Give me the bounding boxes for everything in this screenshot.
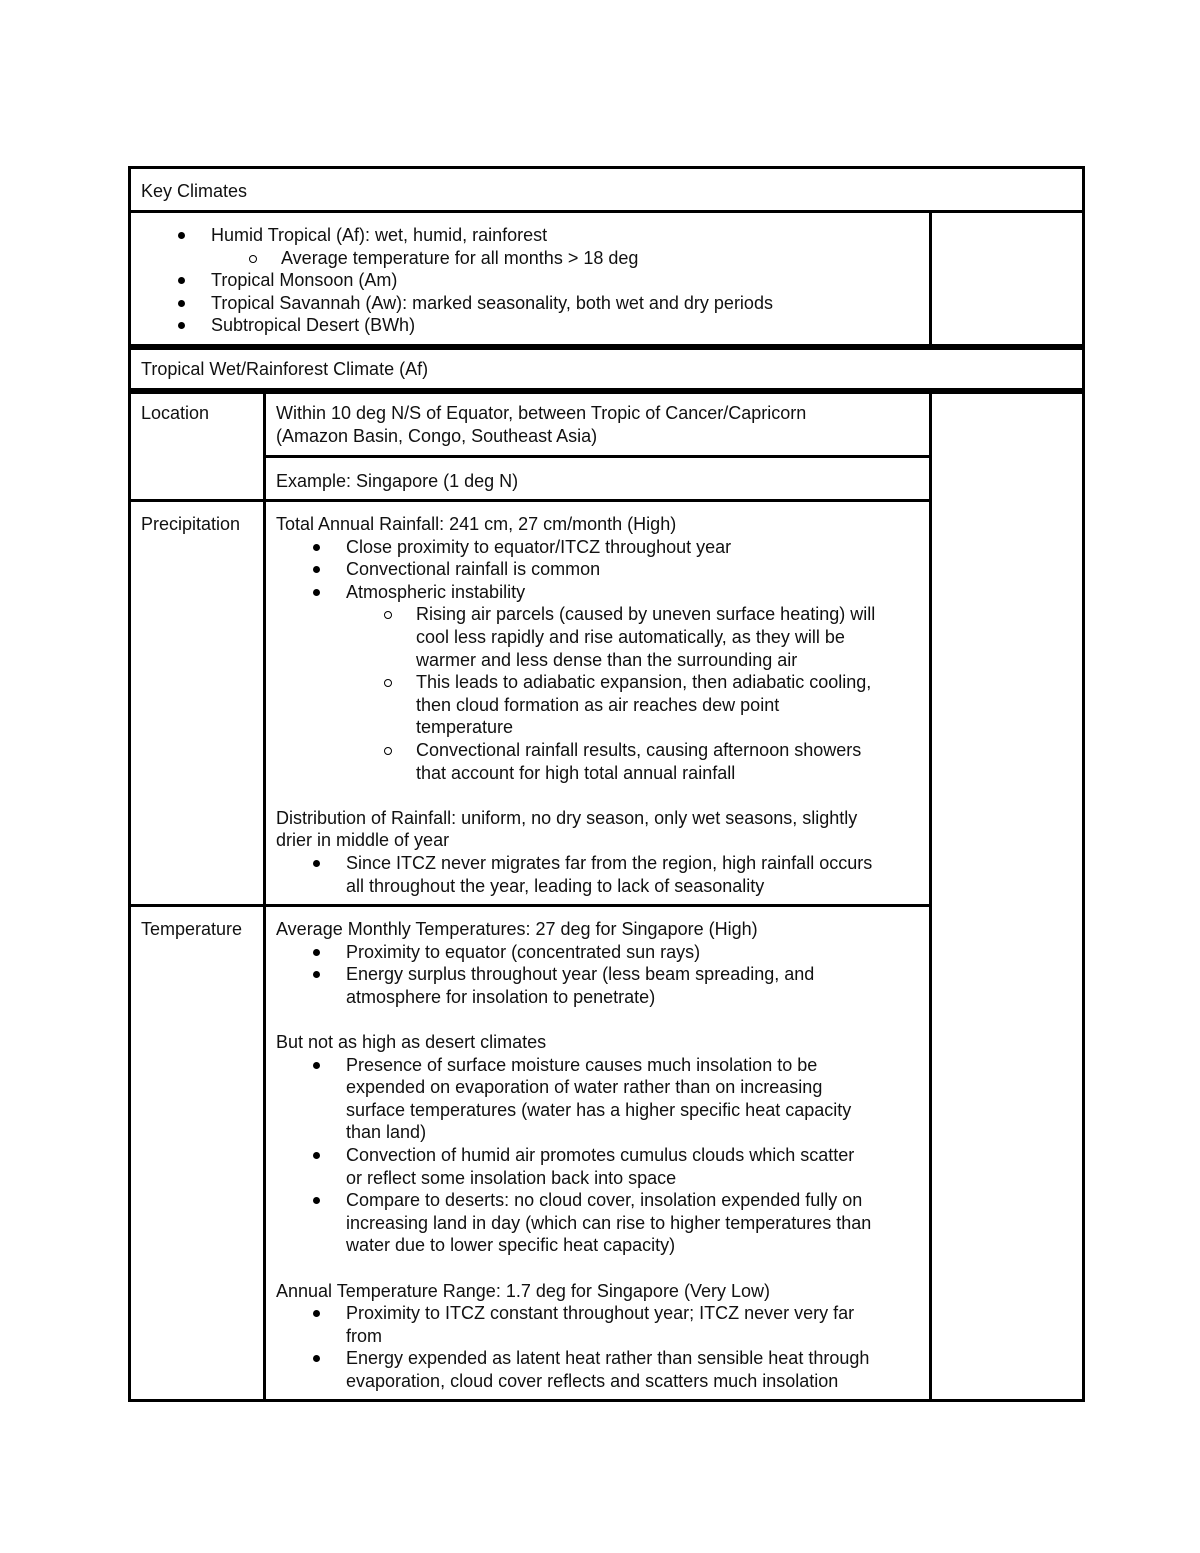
temperature-heading: Annual Temperature Range: 1.7 deg for Singapore (Very Low) (276, 1280, 770, 1301)
key-climates-title: Key Climates (141, 181, 248, 201)
list-item: Rising air parcels (caused by uneven surface heating) will cool less rapidly and rise automatically, as they will be warmer and less dense than the surrounding air (276, 603, 875, 671)
list-item: Subtropical Desert (BWh) (141, 314, 773, 337)
list-item: Humid Tropical (Af): wet, humid, rainforest (141, 224, 773, 247)
list-item: Convectional rainfall is common (276, 558, 875, 581)
list-item: Atmospheric instability (276, 581, 875, 604)
list-item: Convectional rainfall results, causing afternoon showers that account for high total annual rainfall (276, 739, 875, 784)
precipitation-heading: drier in middle of year (276, 830, 450, 851)
list-item: Compare to deserts: no cloud cover, insolation expended fully on increasing land in day (which can rise to higher temperatures than water due to lower specific heat capacity) (276, 1189, 871, 1257)
list-item: Energy expended as latent heat rather than sensible heat through evaporation, cloud cover reflects and scatters much insolation (276, 1347, 871, 1392)
precipitation-content (276, 513, 875, 897)
location-line: Within 10 deg N/S of Equator, between Tropic of Cancer/Capricorn (276, 403, 807, 423)
list-item: Average temperature for all months > 18 deg (141, 247, 773, 270)
list-item: Proximity to equator (concentrated sun rays) (276, 941, 871, 964)
section-title: Tropical Wet/Rainforest Climate (Af) (141, 359, 429, 379)
list-item: Close proximity to equator/ITCZ throughout year (276, 536, 875, 559)
list-item: This leads to adiabatic expansion, then adiabatic cooling, then cloud formation as air reaches dew point temperature (276, 671, 875, 739)
location-content (276, 402, 806, 447)
list-item: Energy surplus throughout year (less beam spreading, and atmosphere for insolation to penetrate) (276, 963, 871, 1008)
key-climates-list (141, 224, 773, 337)
temperature-content (276, 918, 871, 1392)
location-label: Location (141, 403, 210, 423)
list-item: Proximity to ITCZ constant throughout year; ITCZ never very far from (276, 1302, 871, 1347)
list-item: Convection of humid air promotes cumulus clouds which scatter or reflect some insolation back into space (276, 1144, 871, 1189)
list-item: Since ITCZ never migrates far from the region, high rainfall occurs all throughout the year, leading to lack of seasonality (276, 852, 875, 897)
precipitation-heading: Total Annual Rainfall: 241 cm, 27 cm/month (High) (276, 514, 677, 534)
temperature-heading: Average Monthly Temperatures: 27 deg for Singapore (High) (276, 919, 758, 939)
list-item: Presence of surface moisture causes much insolation to be expended on evaporation of water rather than on increasing surface temperatures (water has a higher specific heat capacity than land) (276, 1054, 871, 1144)
precipitation-label: Precipitation (141, 514, 241, 534)
location-line: (Amazon Basin, Congo, Southeast Asia) (276, 425, 598, 446)
temperature-label: Temperature (141, 919, 243, 939)
temperature-heading: But not as high as desert climates (276, 1031, 547, 1052)
location-example: Example: Singapore (1 deg N) (276, 471, 519, 491)
list-item: Tropical Monsoon (Am) (141, 269, 773, 292)
precipitation-heading: Distribution of Rainfall: uniform, no dry season, only wet seasons, slightly (276, 807, 858, 828)
list-item: Tropical Savannah (Aw): marked seasonality, both wet and dry periods (141, 292, 773, 315)
